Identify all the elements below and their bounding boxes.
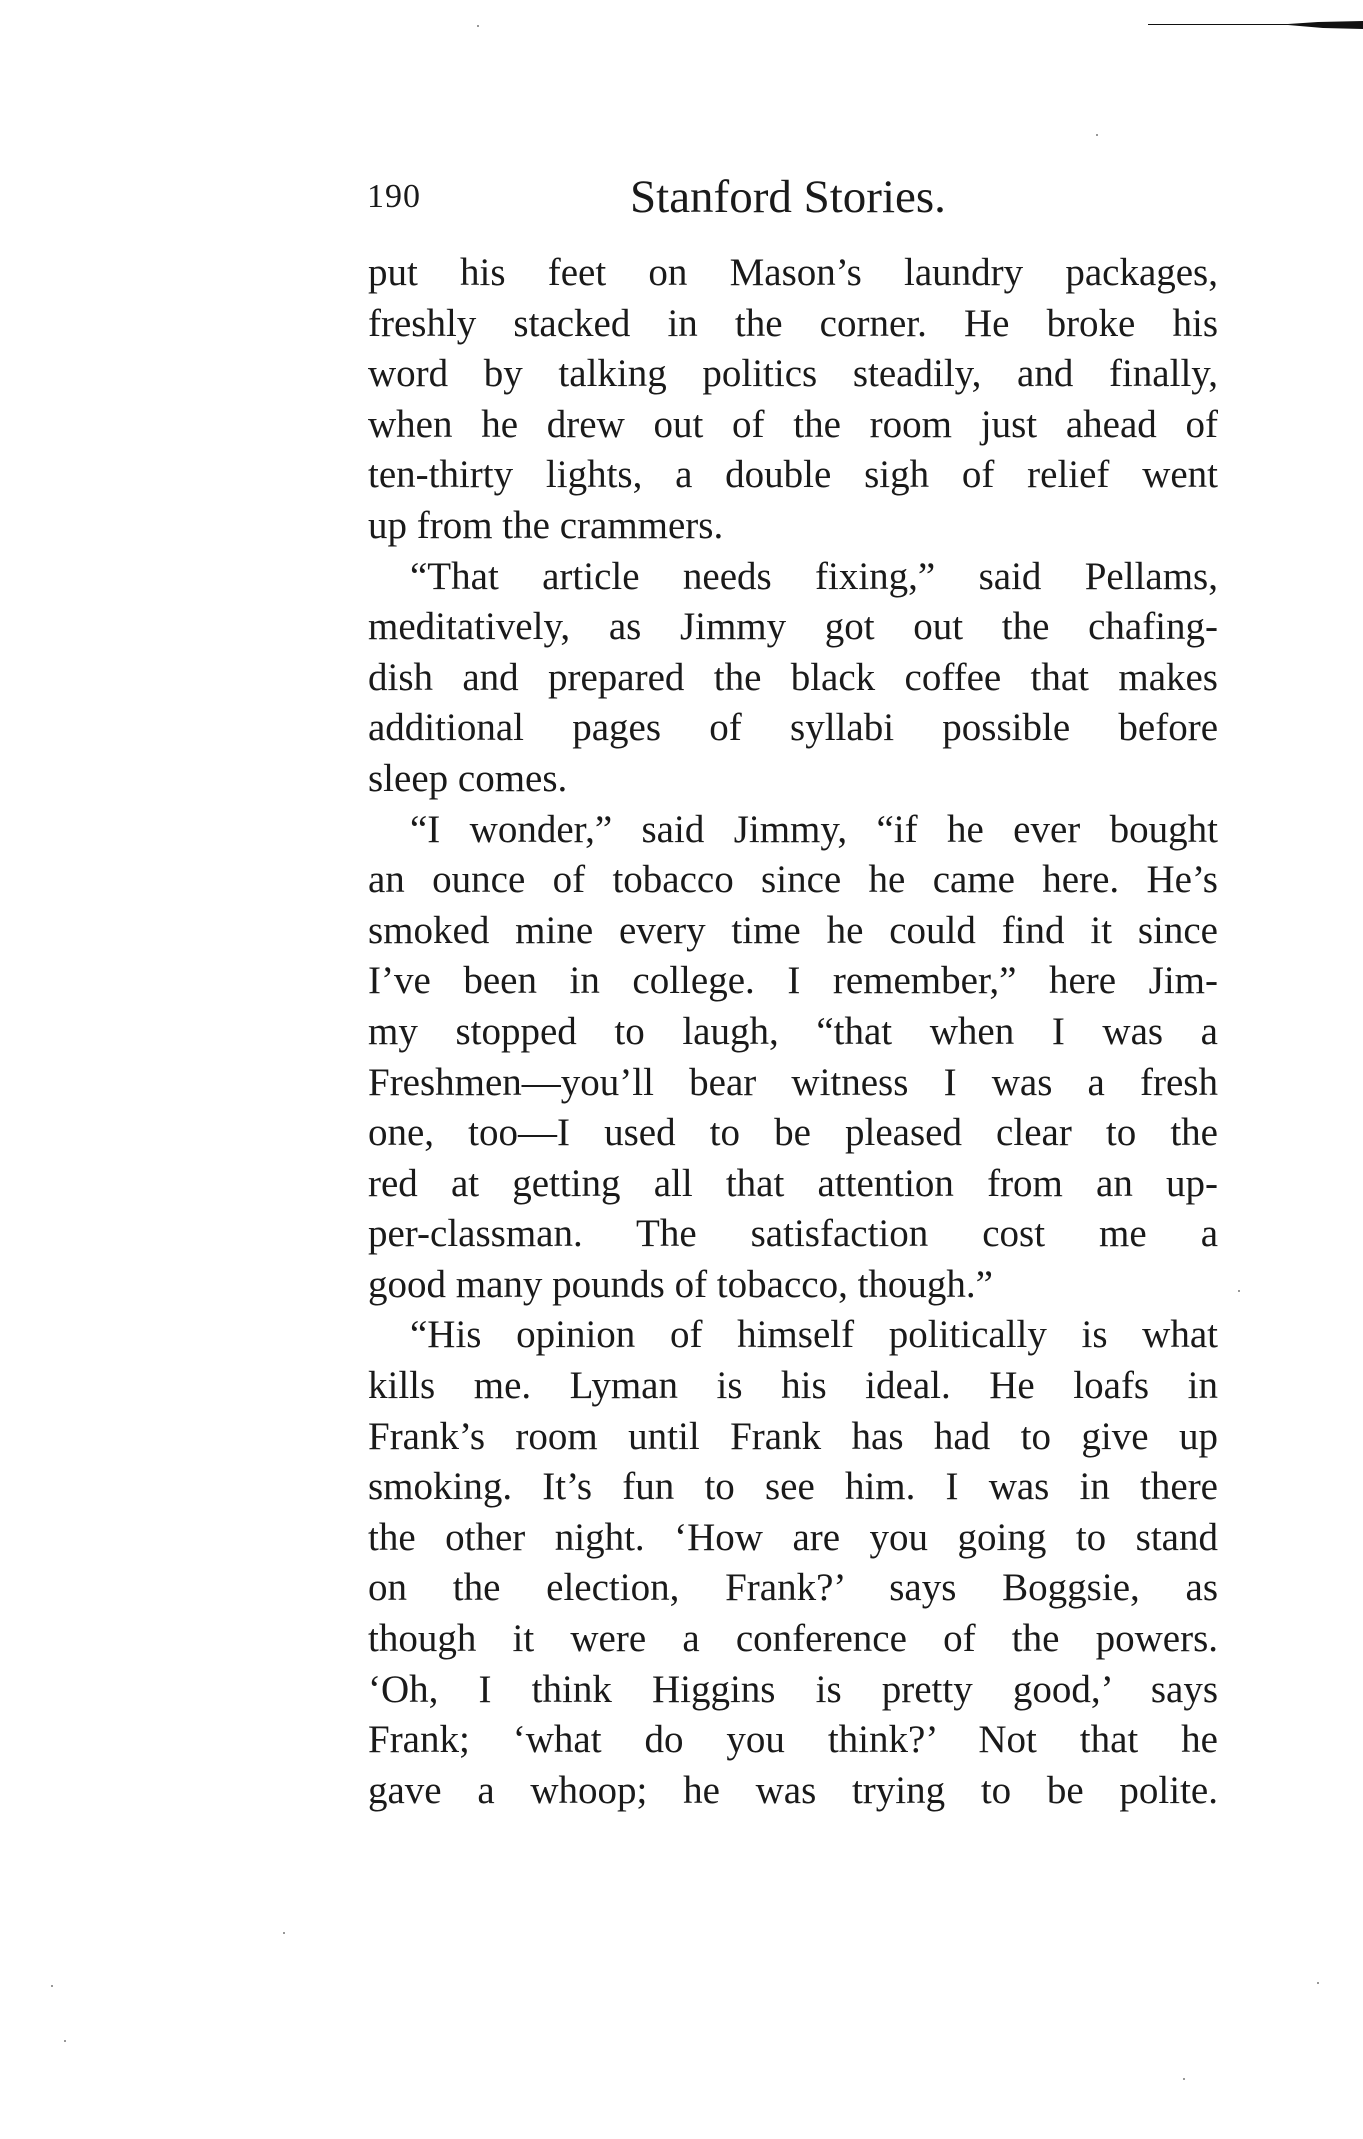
- text-line: smoked mine every time he could find it since: [368, 908, 1218, 952]
- paper-speck: [283, 1932, 285, 1934]
- paper-speck: [1238, 1290, 1240, 1292]
- paper-speck: [1096, 134, 1098, 136]
- text-line: an ounce of tobacco since he came here. He’s: [368, 858, 1218, 902]
- text-line: one, too—I used to be pleased clear to the: [368, 1111, 1218, 1155]
- text-line: “I wonder,” said Jimmy, “if he ever bought: [410, 807, 1218, 851]
- paper-speck: [1183, 2078, 1185, 2080]
- text-line: Freshmen—you’ll bear witness I was a fresh: [368, 1060, 1218, 1104]
- text-line: ten-thirty lights, a double sigh of relief went: [368, 453, 1218, 497]
- body-text: [368, 248, 1218, 1816]
- scan-edge-mark: [1148, 18, 1363, 30]
- text-line: red at getting all that attention from an up-: [368, 1161, 1218, 1205]
- text-line: freshly stacked in the corner. He broke his: [368, 301, 1218, 345]
- text-line: though it were a conference of the powers.: [368, 1617, 1218, 1661]
- text-line: when he drew out of the room just ahead of: [368, 402, 1218, 446]
- text-line: word by talking politics steadily, and finally,: [368, 352, 1218, 396]
- text-line: meditatively, as Jimmy got out the chafing-: [368, 605, 1218, 649]
- text-line: sleep comes.: [368, 756, 568, 800]
- text-line: “That article needs fixing,” said Pellams,: [410, 554, 1218, 598]
- text-line: dish and prepared the black coffee that makes: [368, 655, 1218, 699]
- text-line: good many pounds of tobacco, though.”: [368, 1262, 993, 1306]
- paper-speck: [51, 1985, 53, 1987]
- page-header: [367, 170, 1229, 230]
- page-number: 190: [367, 178, 421, 215]
- paper-speck: [477, 25, 479, 27]
- text-line: put his feet on Mason’s laundry packages,: [368, 251, 1218, 294]
- text-line: the other night. ‘How are you going to stand: [368, 1515, 1218, 1559]
- text-line: additional pages of syllabi possible before: [368, 706, 1218, 750]
- text-line: kills me. Lyman is his ideal. He loafs in: [368, 1364, 1218, 1408]
- text-line: on the election, Frank?’ says Boggsie, as: [368, 1566, 1218, 1610]
- text-line: smoking. It’s fun to see him. I was in there: [368, 1465, 1218, 1509]
- text-line: “His opinion of himself politically is what: [410, 1313, 1218, 1357]
- text-line: gave a whoop; he was trying to be polite.: [368, 1768, 1218, 1812]
- text-line: per-classman. The satisfaction cost me a: [368, 1212, 1218, 1256]
- text-line: up from the crammers.: [368, 503, 724, 547]
- paper-speck: [1317, 1982, 1319, 1984]
- text-line: Frank’s room until Frank has had to give up: [368, 1414, 1218, 1458]
- paper-speck: [64, 2040, 66, 2042]
- text-line: ‘Oh, I think Higgins is pretty good,’ says: [368, 1667, 1218, 1711]
- text-line: I’ve been in college. I remember,” here Jim-: [368, 959, 1218, 1003]
- text-line: my stopped to laugh, “that when I was a: [368, 1009, 1218, 1053]
- running-title: Stanford Stories.: [630, 171, 946, 223]
- text-line: Frank; ‘what do you think?’ Not that he: [368, 1718, 1218, 1762]
